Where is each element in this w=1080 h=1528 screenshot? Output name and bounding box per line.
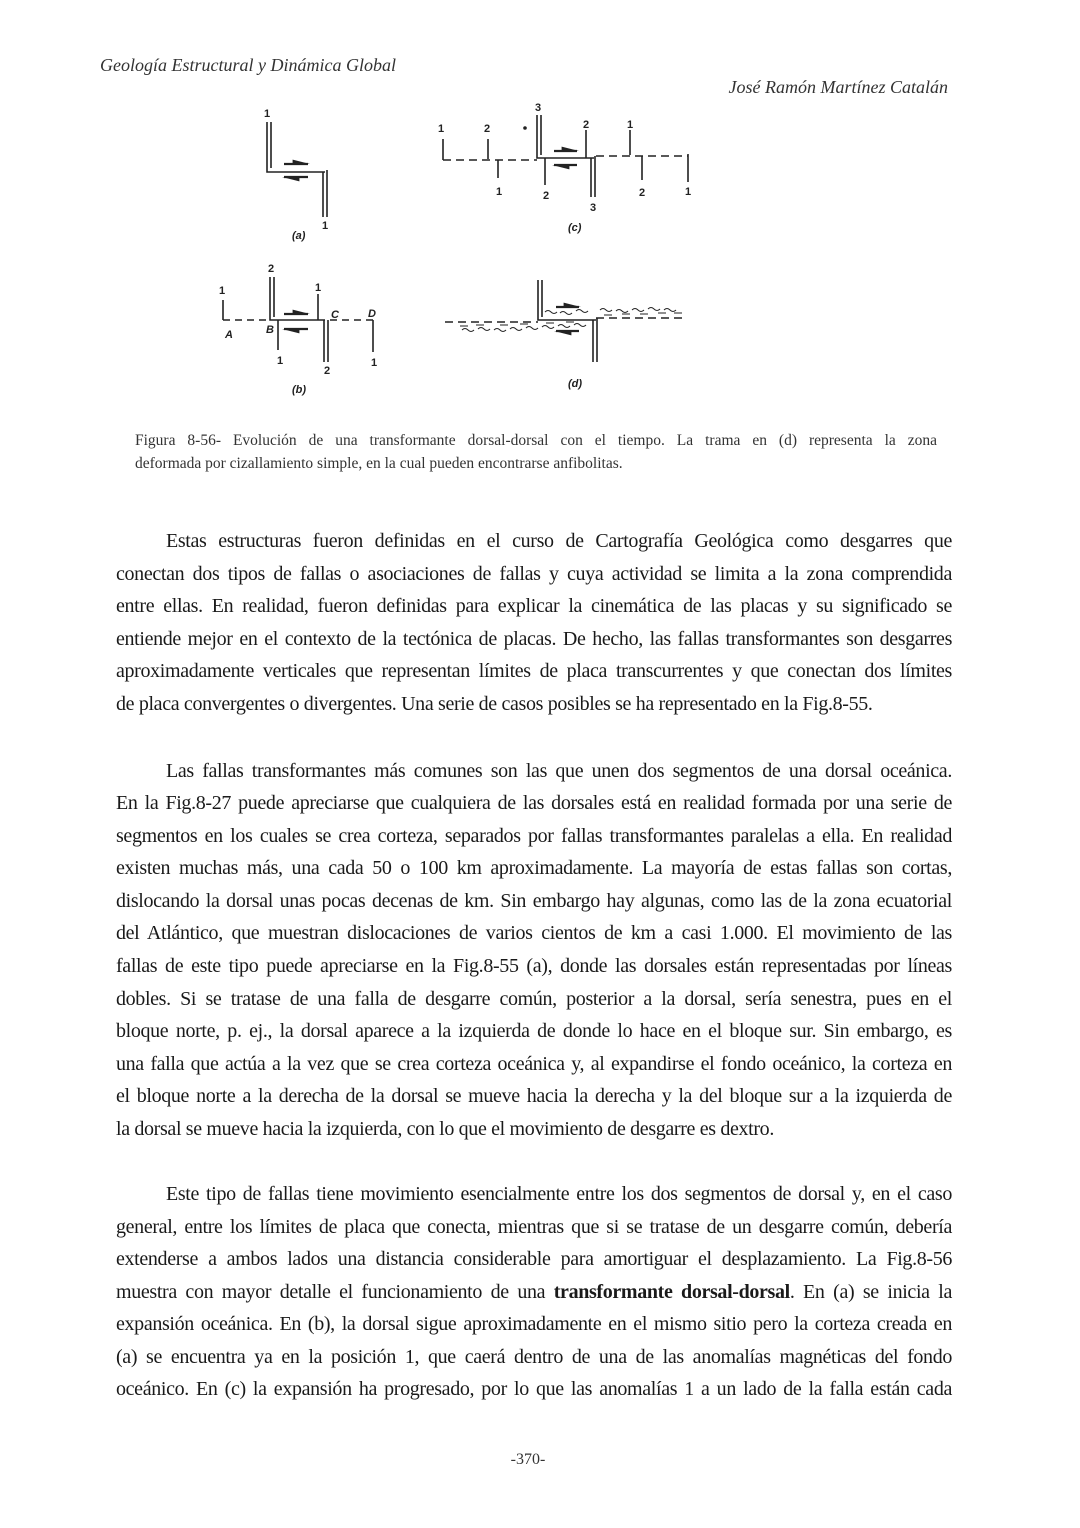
text-line: bloque norte, p. ej., la dorsal aparece a la izquierda de donde lo hace en el bloque sur. Sin embargo, es	[116, 1020, 952, 1042]
label: 1	[322, 220, 329, 232]
label: 3	[535, 102, 542, 114]
label: B	[266, 324, 274, 336]
page-number: -370-	[510, 1451, 546, 1468]
text-line: fallas de este tipo puede apreciarse en la Fig.8-55 (a), donde las dorsales están representadas por líneas	[116, 955, 952, 977]
label: 1	[685, 186, 692, 198]
label: 1	[438, 123, 445, 135]
text-line: oceánico. En (c) la expansión ha progresado, por lo que las anomalías 1 a un lado de la falla están cada	[116, 1378, 952, 1400]
label: C	[331, 309, 339, 321]
text-run: . En (a) se inicia la	[789, 1281, 952, 1303]
text-line: conectan dos tipos de fallas o asociaciones de fallas y cuya actividad se limita a la zona comprendida	[116, 563, 952, 585]
panel-c	[438, 102, 691, 234]
label: 1	[496, 186, 503, 198]
figure-caption-line: Figura 8-56- Evolución de una transformante dorsal-dorsal con el tiempo. La trama en (d) representa la zona	[135, 432, 937, 449]
text-line: de placa convergentes o divergentes. Una serie de casos posibles se ha representado en la Fig.8-55.	[116, 693, 873, 715]
text-line: segmentos en los cuales se crea corteza, separados por fallas transformantes paralelas a ella. En realidad	[116, 825, 952, 847]
text-line: la dorsal se mueve hacia la izquierda, con lo que el movimiento de desgarre es dextro.	[116, 1118, 774, 1140]
label: 1	[315, 282, 322, 294]
label: 2	[268, 263, 275, 275]
text-line	[116, 1281, 952, 1304]
text-line: dobles. Si se tratase de una falla de desgarre común, posterior a la dorsal, sería senestra, pues en el	[116, 988, 952, 1010]
text-line: general, entre los límites de placa que conecta, mientras que si se tratase de un desgarre común, debería	[116, 1216, 952, 1238]
text-line: expansión oceánica. En (b), la dorsal sigue aproximadamente en el mismo sitio pero la corteza creada en	[116, 1313, 952, 1335]
text-line: dislocando la dorsal unas pocas decenas de km. Sin embargo hay algunas, como las de la zona ecuatorial	[116, 890, 952, 912]
running-header-author: José Ramón Martínez Catalán	[728, 77, 948, 97]
text-line: del Atlántico, que muestran dislocaciones de varios cientos de km a casi 1.000. El movimiento de las	[116, 922, 952, 944]
text-line: entiende mejor en el contexto de la tectónica de placas. De hecho, las fallas transformantes son desgarres	[116, 628, 952, 650]
panel-label-c: (c)	[568, 222, 582, 234]
panel-label-d: (d)	[568, 378, 583, 390]
text-run: muestra con mayor detalle el funcionamiento de una	[116, 1281, 554, 1303]
label: 1	[219, 285, 226, 297]
panel-b	[219, 263, 377, 396]
running-header-title: Geología Estructural y Dinámica Global	[100, 55, 396, 75]
label: 2	[639, 187, 646, 199]
text-line: extenderse a ambos lados una distancia considerable para amortiguar el desplazamiento. La Fig.8-56	[116, 1248, 952, 1270]
text-line: Las fallas transformantes más comunes son las que unen dos segmentos de una dorsal oceánica.	[166, 760, 952, 782]
text-line: existen muchas más, una cada 50 o 100 km aproximadamente. La mayoría de estas fallas son cortas,	[116, 857, 952, 879]
panel-label-b: (b)	[292, 384, 307, 396]
text-line: (a) se encuentra ya en la posición 1, que caerá dentro de una de las anomalías magnéticas del fondo	[116, 1346, 952, 1368]
label: D	[368, 308, 376, 320]
label: 1	[264, 108, 271, 120]
bold-term: transformante dorsal-dorsal	[553, 1281, 790, 1303]
label: 2	[583, 119, 590, 131]
text-line: Estas estructuras fueron definidas en el curso de Cartografía Geológica como desgarres que	[166, 530, 952, 552]
text-line: el bloque norte a la derecha de la dorsal se mueve hacia la derecha y la del bloque sur a la izquierda de	[116, 1085, 952, 1107]
panel-d	[445, 280, 685, 390]
panel-a	[264, 108, 328, 242]
text-line: Este tipo de fallas tiene movimiento esencialmente entre los dos segmentos de dorsal y, en el caso	[166, 1183, 952, 1205]
label: A	[225, 329, 233, 341]
label: 3	[590, 202, 597, 214]
figure-caption-line: deformada por cizallamiento simple, en la cual pueden encontrarse anfibolitas.	[135, 455, 623, 472]
label: 1	[371, 357, 378, 369]
panel-label-a: (a)	[292, 230, 306, 242]
text-line: En la Fig.8-27 puede apreciarse que cualquiera de las dorsales está en realidad formada por una serie de	[116, 792, 952, 814]
label: 1	[277, 355, 284, 367]
label: 2	[484, 123, 491, 135]
figure-8-56-diagram	[0, 0, 1080, 420]
text-line: una falla que actúa a la vez que se crea corteza oceánica y, al expandirse el fondo oceánico, la corteza en	[116, 1053, 952, 1075]
label: 1	[627, 119, 634, 131]
label: 2	[324, 365, 331, 377]
text-line: aproximadamente verticales que representan límites de placa transcurrentes y que conectan dos límites	[116, 660, 952, 682]
label: 2	[543, 190, 550, 202]
text-line: entre ellas. En realidad, fueron definidas para explicar la cinemática de las placas y su significado se	[116, 595, 952, 617]
